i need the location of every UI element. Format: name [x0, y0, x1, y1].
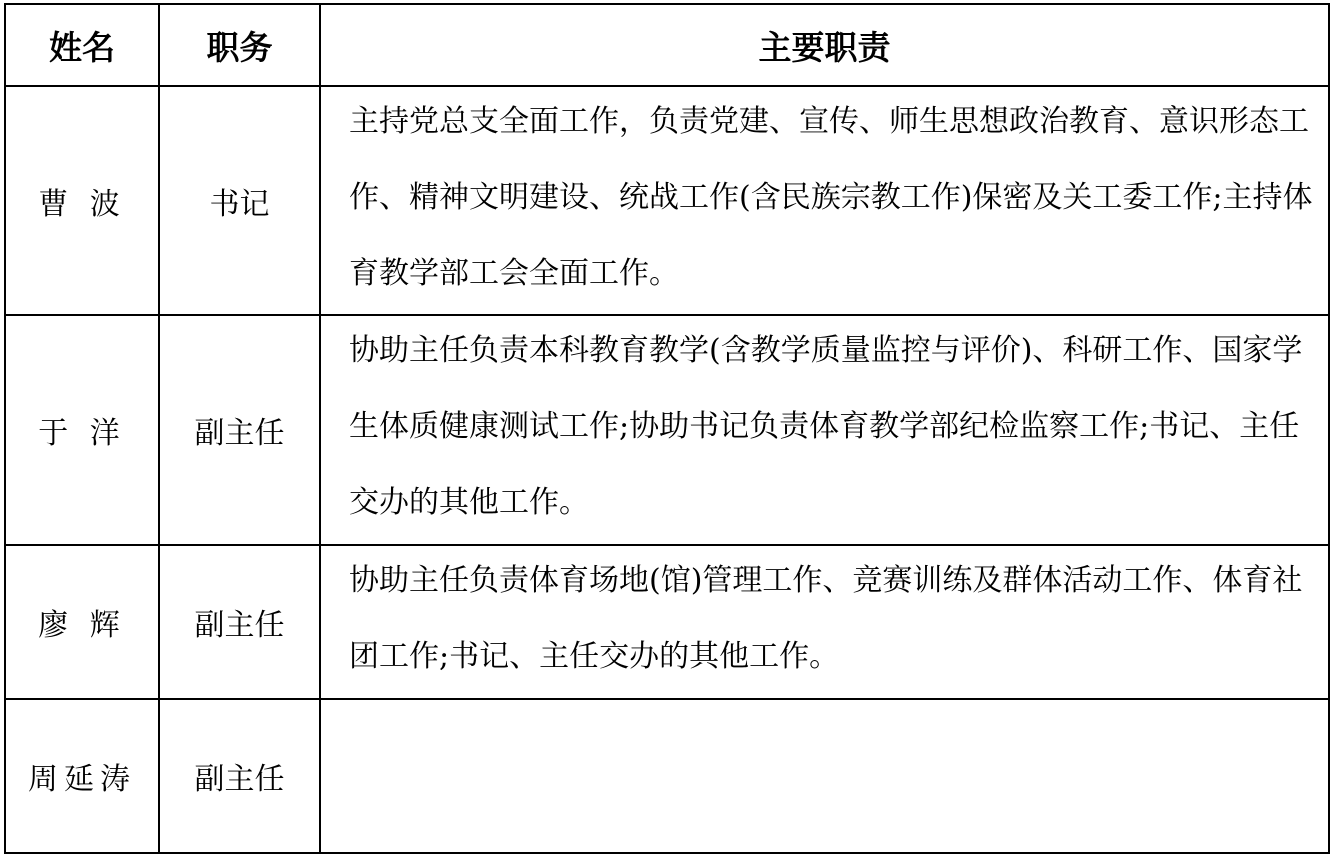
- table-row: [5, 545, 1329, 699]
- person-name-cell: [5, 315, 159, 545]
- position-cell: 副主任: [159, 315, 320, 545]
- duty-cell: [320, 699, 1329, 853]
- duty-table: [4, 3, 1330, 854]
- duty-cell: [320, 86, 1329, 315]
- header-name: 姓名: [5, 4, 159, 86]
- header-row: [5, 4, 1329, 86]
- position-cell: 副主任: [159, 699, 320, 853]
- duty-cell: [320, 545, 1329, 699]
- duty-text: 主持党总支全面工作，负责党建、宣传、师生思想政治教育、意识形态工作、精神文明建设、统战工作(含民族宗教工作)保密及关工委工作;主持体育教学部工会全面工作。: [349, 104, 1313, 291]
- duty-cell: [320, 315, 1329, 545]
- person-name: 曹 波: [38, 186, 126, 222]
- position-cell: 副主任: [159, 545, 320, 699]
- table-row: [5, 699, 1329, 853]
- header-title: 职务: [159, 4, 320, 86]
- person-name: 于 洋: [38, 416, 126, 451]
- header-duty: 主要职责: [320, 4, 1329, 86]
- person-name: 廖 辉: [38, 608, 126, 643]
- person-name-cell: [5, 699, 159, 853]
- position-cell: 书记: [159, 86, 320, 315]
- person-name-cell: [5, 86, 159, 315]
- person-name-cell: [5, 545, 159, 699]
- person-name: 周延涛: [28, 762, 136, 797]
- duty-text: 协助主任负责体育场地(馆)管理工作、竞赛训练及群体活动工作、体育社团工作;书记、主任交办的其他工作。: [349, 563, 1303, 674]
- table-row: [5, 86, 1329, 315]
- table-row: [5, 315, 1329, 545]
- duty-text: 协助主任负责本科教育教学(含教学质量监控与评价)、科研工作、国家学生体质健康测试工作;协助书记负责体育教学部纪检监察工作;书记、主任交办的其他工作。: [349, 333, 1303, 520]
